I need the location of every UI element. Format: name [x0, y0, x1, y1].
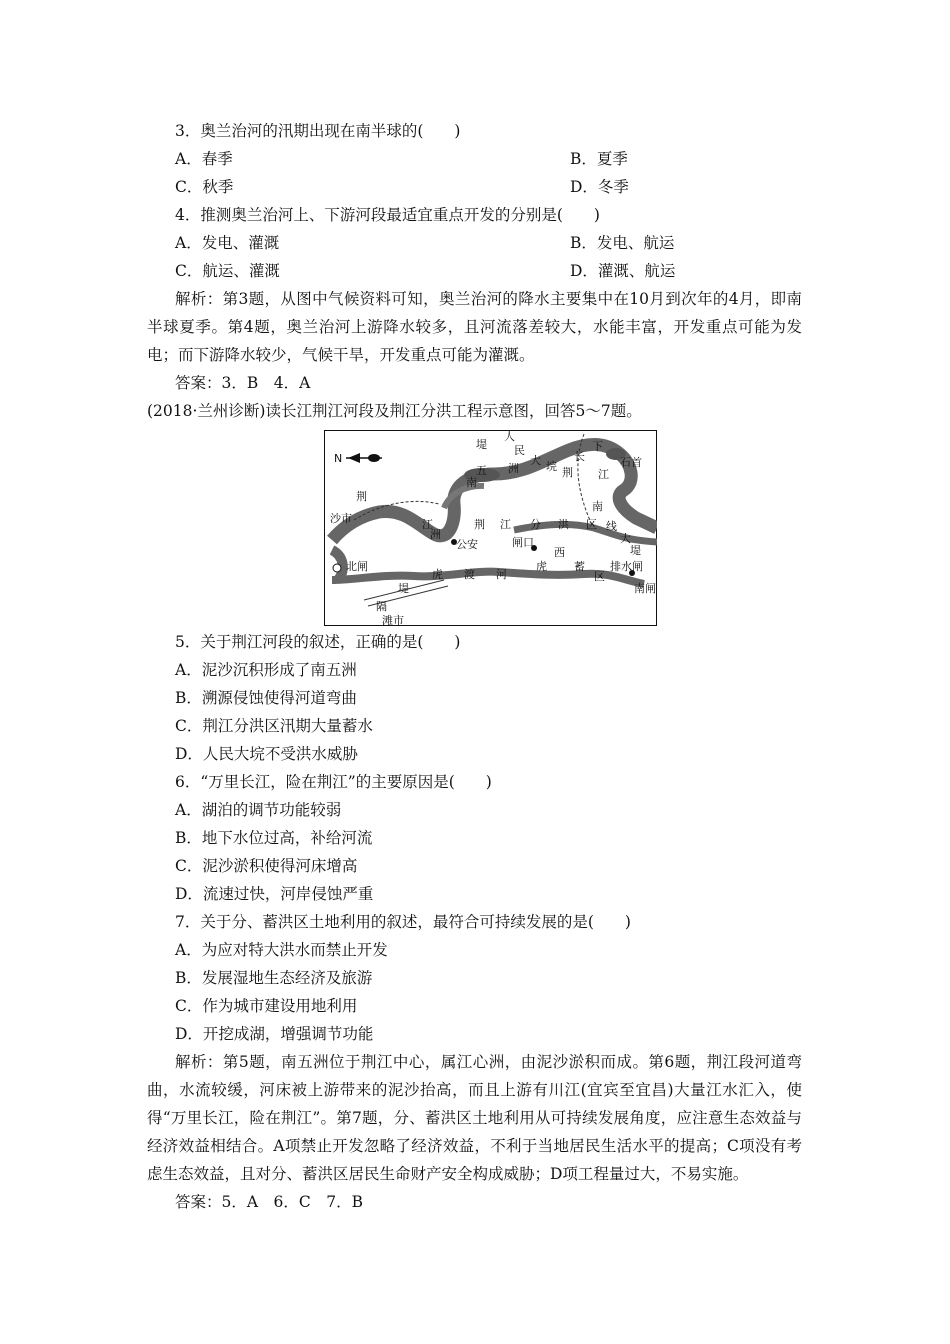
- map-label: 堤: [476, 438, 487, 451]
- map-label: 隔: [376, 600, 387, 613]
- map-label: 西: [554, 546, 565, 559]
- map-label: 南: [592, 500, 603, 513]
- q7-option-c: C．作为城市建设用地利用: [175, 997, 358, 1015]
- q3-option-d: D．冬季: [570, 178, 629, 196]
- analysis-paragraph-2: 解析：第5题，南五洲位于荆江中心，属江心洲，由泥沙淤积而成。第6题，荆江段河道弯曲，水流较缓，河床被上游带来的泥沙抬高，而且上游有川江(宜宾至宜昌)大量江水汇入，使得“万里长江，险在荆江”。第7题，分、蓄洪区土地利用从可持续发展角度，应注意生态效益与经济效益相结合。A项禁止开发忽略了经济效益，不利于当地居民生活水平的提高；C项没有考虑生态效益，且对分、蓄洪区居民生命财产安全构成威胁；D项工程量过大，不易实施。: [147, 1053, 802, 1183]
- map-label: 洲: [430, 528, 441, 541]
- map-label: 虎: [536, 560, 547, 573]
- map-label: 垸: [546, 460, 557, 473]
- map-label: 南: [466, 476, 477, 489]
- q6-option-d: D．流速过快，河岸侵蚀严重: [175, 885, 374, 903]
- q7-option-d: D．开挖成湖，增强调节功能: [175, 1025, 374, 1043]
- map-label: 洲: [508, 462, 519, 475]
- map-label: 人: [504, 430, 515, 443]
- map-label: 排水闸: [610, 560, 643, 573]
- map-label: 闸口: [512, 536, 534, 549]
- map-label: 长: [574, 450, 585, 463]
- map-label: 石首: [620, 456, 642, 469]
- map-label: 江: [500, 518, 511, 531]
- map-label: 虎: [432, 568, 443, 581]
- map-label: 堤: [630, 544, 641, 557]
- map-label: 公安: [456, 538, 478, 551]
- map-label: 荆: [356, 490, 367, 503]
- map-label: 民: [514, 444, 525, 457]
- q4-option-a: A．发电、灌溉: [175, 234, 280, 252]
- q6-stem: 6．“万里长江，险在荆江”的主要原因是( ): [175, 773, 492, 791]
- map-label: 下: [592, 440, 603, 453]
- q3-option-b: B．夏季: [570, 150, 628, 168]
- map-label: 北闸: [346, 560, 368, 573]
- q3-stem: 3．奥兰治河的汛期出现在南半球的( ): [175, 122, 461, 140]
- q5-option-d: D．人民大垸不受洪水威胁: [175, 745, 358, 763]
- map-label: 蓄: [574, 560, 585, 573]
- map-label: 荆: [562, 466, 573, 479]
- q5-option-a: A．泥沙沉积形成了南五洲: [175, 661, 357, 679]
- map-label: 洪: [558, 518, 569, 531]
- q7-stem: 7．关于分、蓄洪区土地利用的叙述，最符合可持续发展的是( ): [175, 913, 631, 931]
- map-label: 分: [530, 518, 541, 531]
- q3-option-c: C．秋季: [175, 178, 234, 196]
- analysis-paragraph-1: 解析：第3题，从图中气候资料可知，奥兰治河的降水主要集中在10月到次年的4月，即南半球夏季。第4题，奥兰治河上游降水较多，且河流落差较大，水能丰富，开发重点可能为发电；而下游降水较少，气候干旱，开发重点可能为灌溉。: [147, 290, 802, 364]
- map-label: 五: [476, 464, 487, 477]
- q4-stem: 4．推测奥兰治河上、下游河段最适宜重点开发的分别是( ): [175, 206, 600, 224]
- q4-option-c: C．航运、灌溉: [175, 262, 280, 280]
- q4-option-d: D．灌溉、航运: [570, 262, 676, 280]
- q7-option-b: B．发展湿地生态经济及旅游: [175, 969, 373, 987]
- map-label: 区: [594, 570, 605, 583]
- map-label: 区: [586, 518, 597, 531]
- map-label: 河: [496, 568, 507, 581]
- answer-line-2: 答案：5．A 6．C 7．B: [175, 1193, 364, 1211]
- q6-option-b: B．地下水位过高，补给河流: [175, 829, 373, 847]
- map-label: 江: [422, 518, 433, 531]
- map-label: 江: [598, 468, 609, 481]
- map-label: 滩市: [382, 614, 404, 626]
- map-label: 大: [620, 532, 631, 545]
- north-label: N: [334, 452, 343, 465]
- answer-line-1: 答案：3．B 4．A: [175, 374, 311, 392]
- q4-option-b: B．发电、航运: [570, 234, 675, 252]
- jingjiang-map-figure: [324, 430, 657, 626]
- q3-option-a: A．春季: [175, 150, 233, 168]
- map-label: 沙市: [330, 512, 352, 525]
- map-label: 荆: [474, 518, 485, 531]
- map-label: 堤: [398, 582, 409, 595]
- q5-option-c: C．荆江分洪区汛期大量蓄水: [175, 717, 373, 735]
- q7-option-a: A．为应对特大洪水而禁止开发: [175, 941, 388, 959]
- q5-stem: 5．关于荆江河段的叙述，正确的是( ): [175, 633, 461, 651]
- q6-option-a: A．湖泊的调节功能较弱: [175, 801, 342, 819]
- map-label: 南闸: [634, 582, 656, 595]
- map-label: 大: [530, 454, 541, 467]
- q6-option-c: C．泥沙淤积使得河床增高: [175, 857, 358, 875]
- map-label: 线: [606, 520, 617, 533]
- q5-option-b: B．溯源侵蚀使得河道弯曲: [175, 689, 357, 707]
- beizha-sluice: [333, 564, 341, 572]
- intro-line: (2018·兰州诊断)读长江荆江河段及荆江分洪工程示意图，回答5～7题。: [147, 402, 642, 420]
- map-label: 渡: [464, 568, 475, 581]
